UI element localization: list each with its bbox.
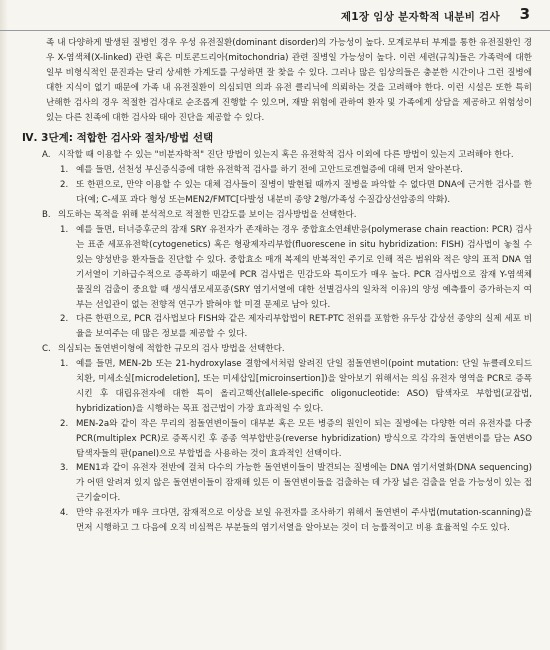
item-text: 예를 들면, MEN-2b 또는 21-hydroxylase 결함에서처럼 알려진 단일 점돌연변이(point mutation: 단일 뉴클레오티드 치환, 미세소실[microdeletion], 또는 미세삽입[microinsertion])을 알아보기 위해서는 의심 유전자 영역을 PCR로 증폭시킨 후 대립유전자에 대한 특이 올리고핵산(allele-specific oligonucleotide: ASO) 탐색자로 부합법(교잡법, hybridization)을 시행하는 목표 접근법이 가장 효과적일 수 있다.: [76, 359, 532, 414]
item-marker: 4.: [60, 508, 69, 519]
outline-item-letter: [22, 342, 532, 357]
item-text: MEN1과 같이 유전자 전반에 걸쳐 다수의 가능한 돌연변이들이 발견되는 질병에는 DNA 염기서열화(DNA sequencing)가 어떤 알려져 있지 않은 돌연변이들이 잠재해 있든 이 돌연변이들을 검출하는 데 가장 넓은 검출을 얻을 가능성이 있는 접근기술이다.: [76, 463, 532, 504]
chapter-title: 제1장 임상 분자학적 내분비 검사: [340, 11, 500, 23]
page-header: [0, 0, 550, 31]
outline-item-number: [22, 312, 532, 342]
intro-paragraph: 족 내 다양하게 발생된 질병인 경우 우성 유전질환(dominant disorder)의 가능성이 높다. 모계로부터 부계를 통한 유전질환인 경우 X-염색체(X-linked) 관련 혹은 미토콘드리아(mitochondria) 관련 질병일 가능성이 높다. 이런 세련(규칙)들은 가족력에 대한 일부 비형식적인 문진과는 달리 상세한 가계도를 구성하면 잘 찾을 수 있다. 그러나 많은 임상의들은 충분한 시간이나 그런 질병에 대한 지식이 없기 때문에 가족 내 유전질환이 의심되면 의과 유전 클리닉에 의뢰하는 것을 고려해야 한다. 이런 시설은 또한 특히 난해한 검사의 경우 적절한 검사대로 순조롭게 진행할 수 있으며, 재발 위험에 관하여 환자 및 가족에게 상담을 제공하고 위험성이 있는 다른 친족에 대한 검사와 태아 진단을 제공할 수 있다.: [46, 38, 532, 123]
item-marker: 3.: [60, 463, 69, 474]
item-marker: 2.: [60, 314, 69, 325]
outline-item-number: [22, 461, 532, 506]
item-marker: 1.: [60, 224, 69, 235]
item-text: 시작할 때 이용할 수 있는 "비분자학적" 진단 방법이 있는지 혹은 유전학적 검사 이외에 다른 방법이 있는지 고려해야 한다.: [58, 150, 514, 161]
item-text: 의심되는 돌연변이형에 적합한 규모의 검사 방법을 선택한다.: [58, 344, 285, 355]
item-marker: A.: [42, 150, 51, 161]
item-marker: C.: [42, 344, 51, 355]
item-marker: 1.: [60, 165, 69, 176]
section-heading: Ⅳ. 3단계: 적합한 검사와 절차/방법 선택: [22, 132, 214, 145]
item-text: 예를 들면, 터너증후군의 잠재 SRY 유전자가 존재하는 경우 중합효소연쇄반응(polymerase chain reaction: PCR) 검사는 표준 세포유전학(cytogenetics) 혹은 형광제자리부합(fluorescene in situ hybridization: FISH) 검사법이 놓칠 수 있는 양성반응 환자들을 진단할 수 있다. 중합효소 매개 복제의 반복적인 주기로 인해 적은 범위와 적은 양의 표적 DNA 염기서열이 기하급수적으로 증폭하기 때문에 PCR 검사법은 민감도와 특이도가 매우 높다. PCR 검사법으로 잠재 Y-염색체 물질의 검출이 중요할 때 생식샘모세포종(SRY 염기서열에 대한 선별검사의 일차적 이유)의 양성 예측률이 증가하는지 여부는 선입관이 없는 전향적 연구가 밝혀야 할 미결 문제로 남아 있다.: [76, 224, 532, 310]
item-text: 만약 유전자가 매우 크다면, 잠재적으로 이상을 보일 유전자를 조사하기 위해서 돌연변이 주사법(mutation-scanning)을 먼저 시행하고 그 다음에 오직 비심쩍은 부분들의 염기서열을 알아보는 것이 더 능률적이고 비용 효율적일 수도 있다.: [76, 508, 532, 534]
item-text: 또 한편으로, 만약 이용할 수 있는 대체 검사들이 질병이 발현될 때까지 질병을 파악할 수 없다면 DNA에 근거한 검사를 한다(예; C-세포 과다 형성 또는MEN2/FMTC[다발성 내분비 종양 2형/가족성 수질갑상선암종의 약화).: [76, 180, 532, 206]
outline-item-letter: [22, 148, 532, 163]
outline-item-number: [22, 163, 532, 178]
outline-item-number: [22, 223, 532, 312]
page-body: [22, 36, 532, 536]
item-marker: B.: [42, 210, 51, 221]
outline-list: [22, 148, 532, 536]
item-text: 다른 한편으로, PCR 검사법보다 FISH와 같은 제자리부합법이 RET-PTC 전위를 포함한 유두상 갑상선 종양의 실제 세포 비율을 보여주는 데 많은 정보를 제공할 수 있다.: [76, 314, 532, 340]
item-text: 의도하는 목적을 위해 분석적으로 적절한 민감도를 보이는 검사방법을 선택한다.: [58, 210, 357, 221]
outline-item-number: [22, 357, 532, 417]
page-number: 3: [519, 5, 530, 23]
outline-item-number: [22, 178, 532, 208]
item-text: MEN-2a와 같이 작은 무리의 점돌연변이들이 대부분 혹은 모든 병증의 원인이 되는 질병에는 다양한 여러 유전자를 다중 PCR(multiplex PCR)로 증폭시킨 후 종종 역부합반응(reverse hybridization) 방식으로 각각의 돌연변이를 담는 ASO 탐색자들의 판(panel)으로 부합법을 사용하는 것이 효과적인 선택이다.: [76, 418, 532, 459]
item-marker: 1.: [60, 359, 69, 370]
item-marker: 2.: [60, 180, 69, 191]
outline-item-letter: [22, 208, 532, 223]
item-text: 예를 들면, 선천성 부신증식증에 대한 유전학적 검사를 하기 전에 고안드로겐혈증에 대해 먼저 알아본다.: [76, 165, 463, 176]
outline-item-number: [22, 506, 532, 536]
page-edge-shadow: [0, 0, 8, 650]
item-marker: 2.: [60, 418, 69, 429]
outline-item-number: [22, 417, 532, 462]
